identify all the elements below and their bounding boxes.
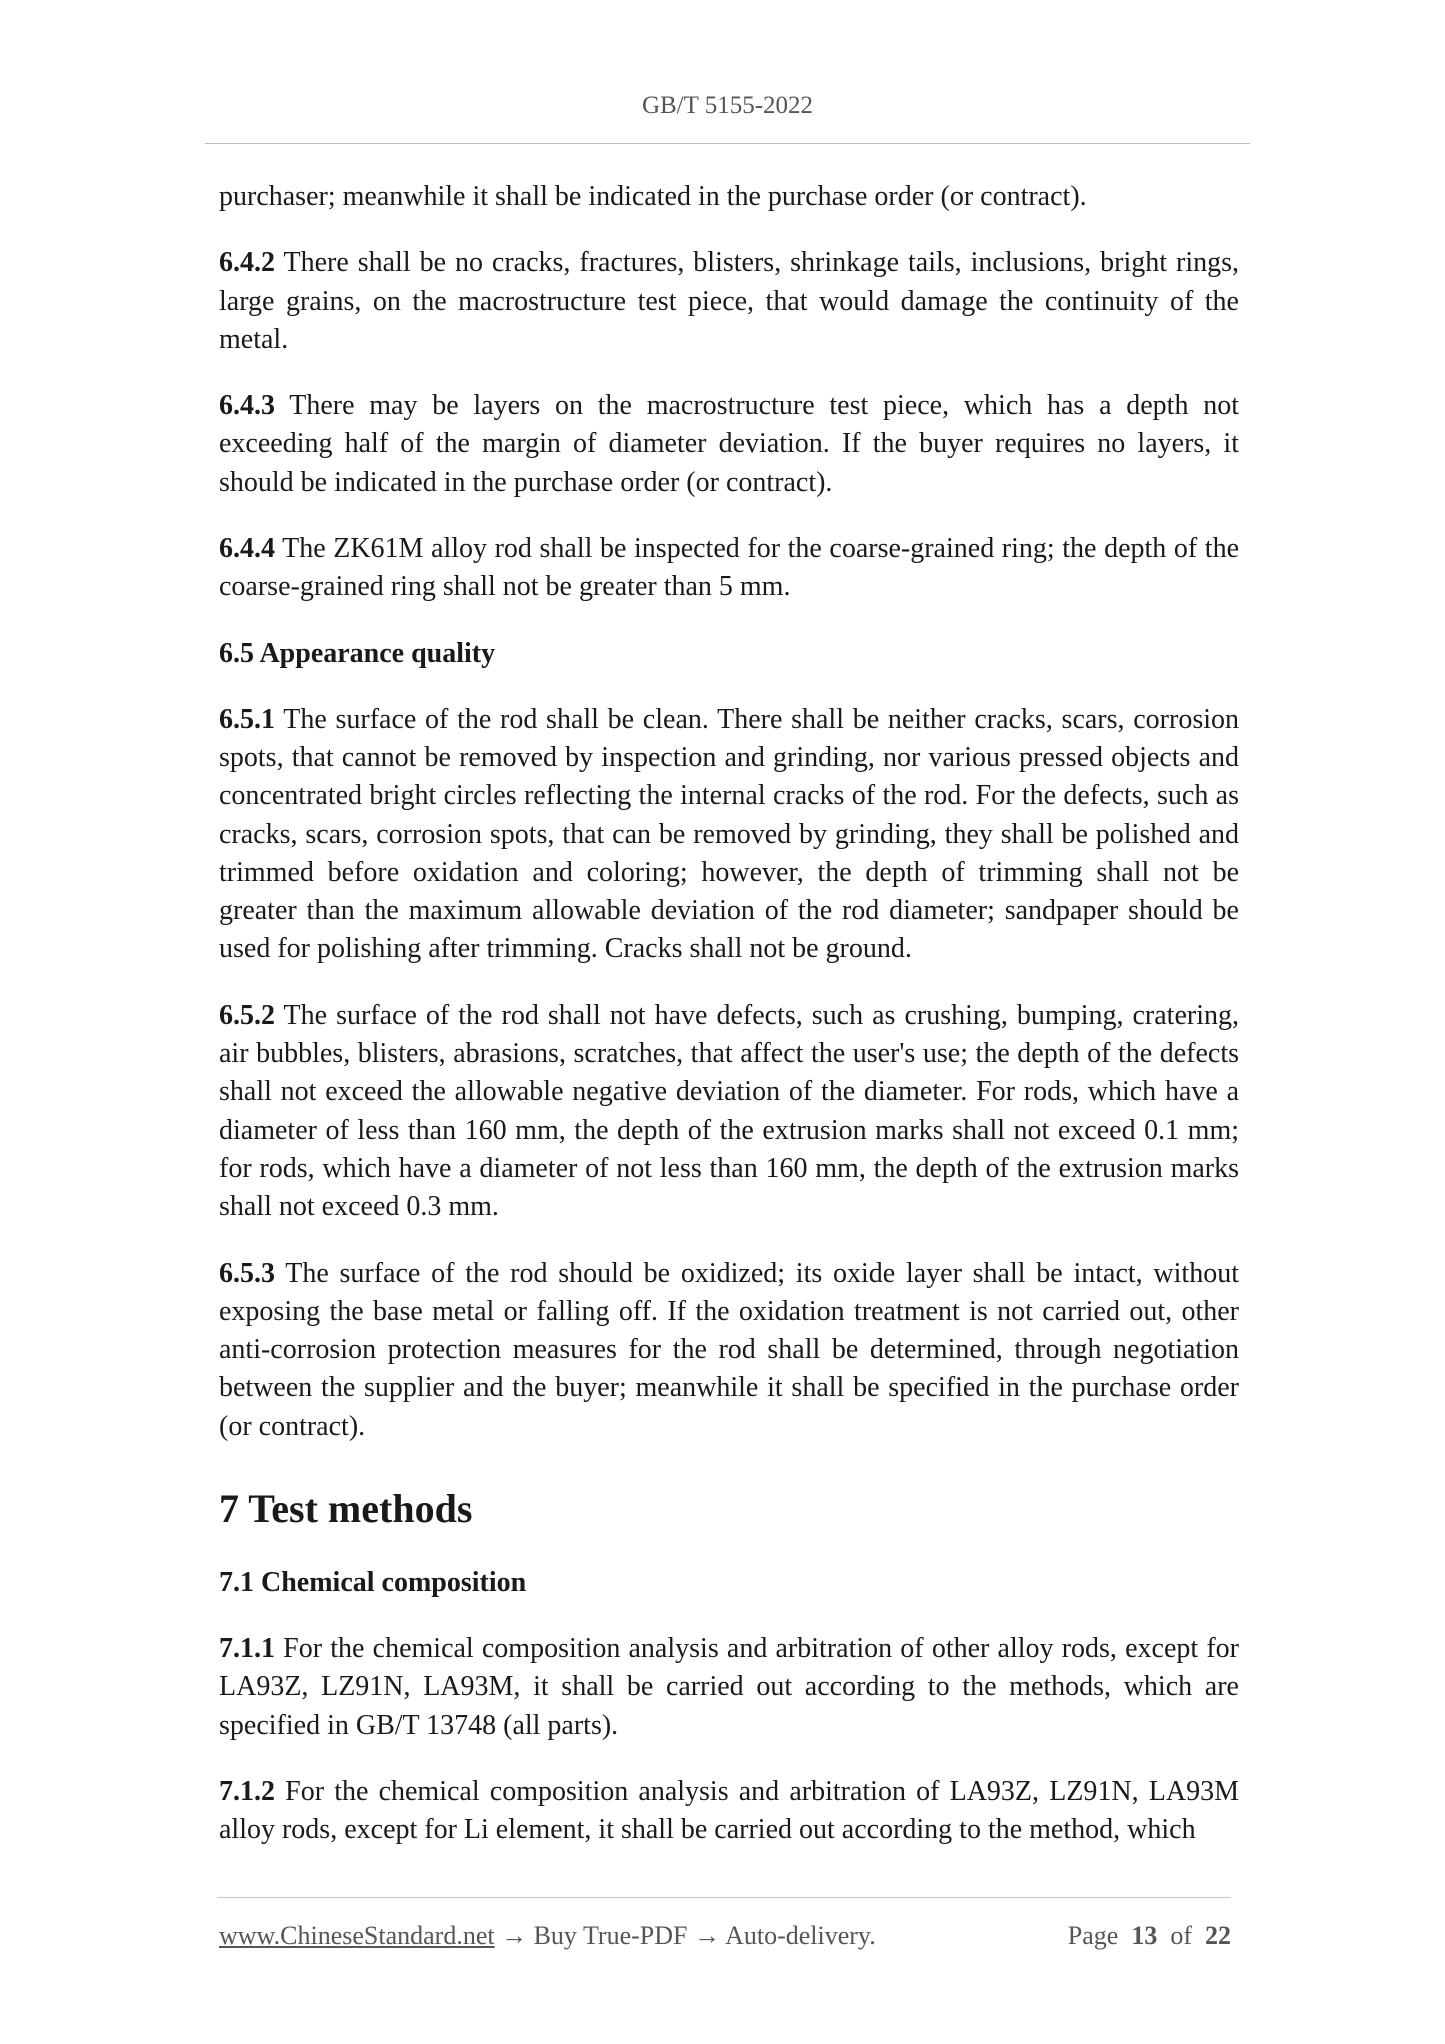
buy-pdf-text: Buy True-PDF: [533, 1921, 688, 1950]
page-header: GB/T 5155-2022: [641, 92, 814, 119]
arrow-right-icon: →: [694, 1921, 720, 1950]
clause-6-4-3: [219, 387, 1239, 502]
clause-number: 6.4.3: [219, 390, 275, 422]
document-body: [219, 178, 1239, 1878]
page-indicator: [1068, 1921, 1231, 1951]
clause-number: 6.4.2: [219, 247, 275, 279]
clause-text: The surface of the rod should be oxidized; its oxide layer shall be intact, without exposing the base metal or falling off. If the oxidation treatment is not carried out, other anti-corrosion protection measures for the rod shall be determined, through negotiation between the supplier and the buyer; meanwhile it shall be specified in the purchase order (or contract).: [219, 1257, 1239, 1442]
clause-6-4-2: [219, 244, 1239, 359]
footer-divider: [217, 1897, 1231, 1898]
clause-7-1-2: [219, 1773, 1239, 1850]
chapter-heading-7: 7 Test methods: [219, 1486, 473, 1532]
clause-number: 6.5.3: [219, 1257, 275, 1289]
clause-number: 7.1.2: [219, 1775, 275, 1807]
clause-number: 7.1.1: [219, 1633, 275, 1665]
clause-text: There shall be no cracks, fractures, blisters, shrinkage tails, inclusions, bright rings, large grains, on the macrostructure test piece, that would damage the continuity of the metal.: [219, 247, 1239, 355]
clause-number: 6.5.2: [219, 999, 275, 1031]
section-heading-7-1: 7.1 Chemical composition: [219, 1567, 527, 1599]
clause-6-5-1: [219, 701, 1239, 969]
clause-6-5-3: [219, 1255, 1239, 1446]
clause-6-4-4: [219, 530, 1239, 607]
clause-text: The surface of the rod shall be clean. There shall be neither cracks, scars, corrosion spots, that cannot be removed by inspection and grinding, nor various pressed objects and concentrated bright circles reflecting the internal cracks of the rod. For the defects, such as cracks, scars, corrosion spots, that can be removed by grinding, they shall be polished and trimmed before oxidation and coloring; however, the depth of trimming shall not be greater than the maximum allowable deviation of the rod diameter; sandpaper should be used for polishing after trimming. Cracks shall not be ground.: [219, 703, 1239, 965]
page-number: 13: [1131, 1921, 1158, 1950]
footer-promo: [219, 1921, 876, 1951]
section-heading-6-5: 6.5 Appearance quality: [219, 637, 496, 669]
arrow-right-icon: →: [501, 1921, 528, 1950]
clause-text: The surface of the rod shall not have defects, such as crushing, bumping, cratering, air bubbles, blisters, abrasions, scratches, that affect the user's use; the depth of the defects shall not exceed the allowable negative deviation of the diameter. For rods, which have a diameter of less than 160 mm, the depth of the extrusion marks shall not exceed 0.1 mm; for rods, which have a diameter of not less than 160 mm, the depth of the extrusion marks shall not exceed 0.3 mm.: [219, 999, 1239, 1223]
page-total: 22: [1205, 1921, 1231, 1950]
clause-6-5-2: [219, 997, 1239, 1227]
auto-delivery-text: Auto-delivery.: [725, 1921, 876, 1950]
website-link[interactable]: www.ChineseStandard.net: [219, 1921, 495, 1950]
clause-number: 6.5.1: [219, 703, 275, 735]
clause-number: 6.4.4: [219, 533, 275, 565]
page-label: Page: [1067, 1921, 1119, 1950]
clause-text: For the chemical composition analysis and arbitration of LA93Z, LZ91N, LA93M alloy rods, except for Li element, it shall be carried out according to the method, which: [219, 1775, 1239, 1846]
paragraph-continued: purchaser; meanwhile it shall be indicated in the purchase order (or contract).: [219, 181, 1087, 212]
header-divider: [205, 143, 1250, 144]
clause-text: There may be layers on the macrostructure test piece, which has a depth not exceeding half of the margin of diameter deviation. If the buyer requires no layers, it should be indicated in the purchase order (or contract).: [219, 390, 1239, 498]
clause-text: The ZK61M alloy rod shall be inspected for the coarse-grained ring; the depth of the coarse-grained ring shall not be greater than 5 mm.: [219, 533, 1239, 603]
clause-7-1-1: [219, 1630, 1239, 1745]
clause-text: For the chemical composition analysis and arbitration of other alloy rods, except for LA93Z, LZ91N, LA93M, it shall be carried out according to the methods, which are specified in GB/T 13748 (all parts).: [219, 1633, 1239, 1741]
of-label: of: [1170, 1921, 1192, 1950]
